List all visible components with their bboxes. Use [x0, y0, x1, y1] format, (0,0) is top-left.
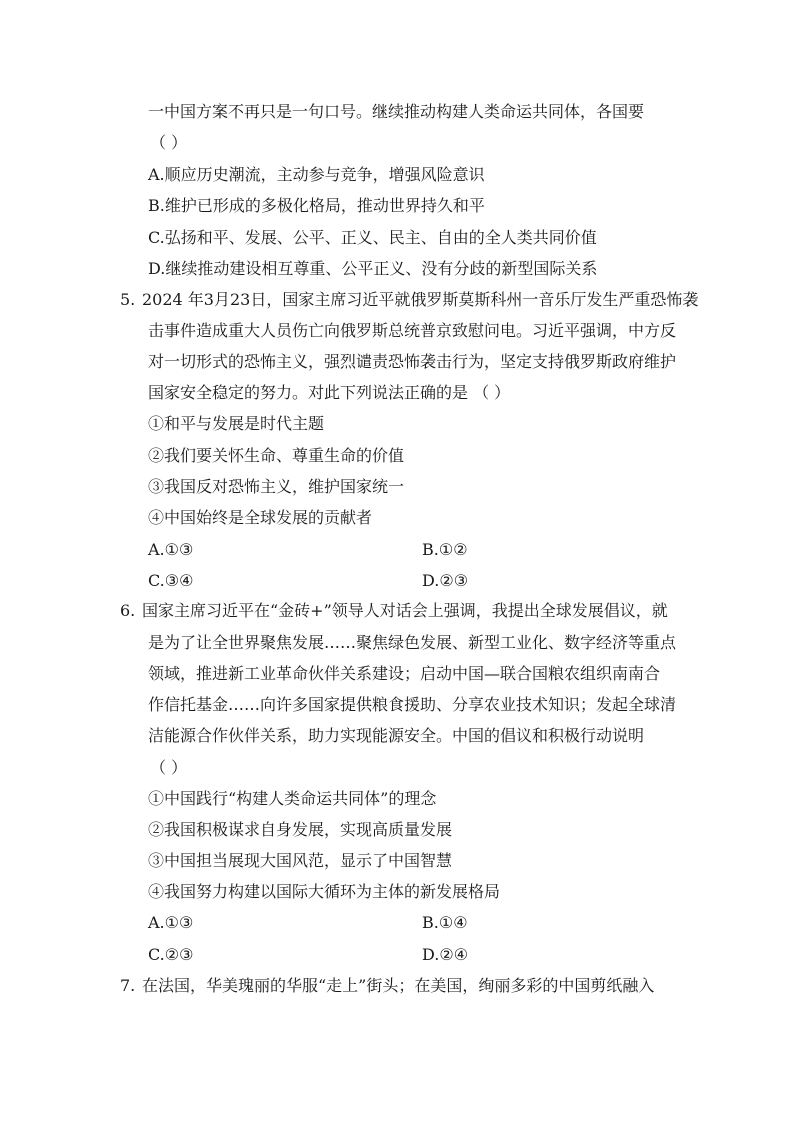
q5-option-c: C.③④	[148, 571, 194, 590]
q4-option-c: C.弘扬和平、发展、公平、正义、民主、自由的全人类共同价值	[148, 228, 597, 247]
q5-number: 5.	[120, 290, 136, 309]
q6-answer-blank: （ ）	[150, 758, 188, 777]
q5-statement-3: ③我国反对恐怖主义，维护国家统一	[148, 477, 405, 496]
q4-stem-tail: 一中国方案不再只是一句口号。继续推动构建人类命运共同体，各国要	[148, 102, 645, 121]
q6-option-c: C.②③	[148, 945, 194, 964]
q6-number: 6.	[120, 601, 136, 620]
q6-stem-line-2: 是为了让全世界聚焦发展……聚焦绿色发展、新型工业化、数字经济等重点	[148, 633, 677, 652]
q7-number: 7.	[120, 976, 136, 995]
q5-option-a: A.①③	[148, 540, 194, 559]
q6-option-a: A.①③	[148, 913, 194, 932]
q5-stem-line-2: 击事件造成重大人员伤亡向俄罗斯总统普京致慰问电。习近平强调，中方反	[148, 321, 677, 340]
q6-option-b: B.①④	[422, 913, 468, 932]
q6-statement-4: ④我国努力构建以国际大循环为主体的新发展格局	[148, 882, 501, 901]
q5-stem-line-1: 2024 年3月23日，国家主席习近平就俄罗斯莫斯科州一音乐厅发生严重恐怖袭	[142, 290, 699, 309]
q7-stem-line-1: 在法国，华美瑰丽的华服“走上”街头；在美国，绚丽多彩的中国剪纸融入	[142, 976, 655, 995]
q5-statement-2: ②我们要关怀生命、尊重生命的价值	[148, 446, 405, 465]
q6-option-d: D.②④	[422, 945, 469, 964]
q6-stem-line-1: 国家主席习近平在“金砖+”领导人对话会上强调，我提出全球发展倡议，就	[142, 601, 668, 620]
q5-stem-line-3: 对一切形式的恐怖主义，强烈谴责恐怖袭击行为，坚定支持俄罗斯政府维护	[148, 352, 677, 371]
q6-statement-1: ①中国践行“构建人类命运共同体”的理念	[148, 789, 437, 808]
q5-statement-1: ①和平与发展是时代主题	[148, 414, 325, 433]
q6-stem-line-5: 洁能源合作伙伴关系，助力实现能源安全。中国的倡议和积极行动说明	[148, 726, 645, 745]
q4-option-b: B.维护已形成的多极化格局，推动世界持久和平	[148, 196, 485, 215]
q5-stem-line-4: 国家安全稳定的努力。对此下列说法正确的是 （ ）	[148, 383, 511, 402]
q4-option-a: A.顺应历史潮流，主动参与竞争，增强风险意识	[148, 165, 485, 184]
q5-option-b: B.①②	[422, 540, 468, 559]
q6-statement-2: ②我国积极谋求自身发展，实现高质量发展	[148, 820, 453, 839]
q6-statement-3: ③中国担当展现大国风范，显示了中国智慧	[148, 851, 453, 870]
q4-option-d: D.继续推动建设相互尊重、公平正义、没有分歧的新型国际关系	[148, 259, 598, 278]
q6-stem-line-3: 领域，推进新工业革命伙伴关系建设；启动中国—联合国粮农组织南南合	[148, 664, 661, 683]
q5-option-d: D.②③	[422, 571, 469, 590]
q4-answer-blank: （ ）	[150, 133, 188, 152]
q6-stem-line-4: 作信托基金……向许多国家提供粮食援助、分享农业技术知识；发起全球清	[148, 695, 677, 714]
q5-statement-4: ④中国始终是全球发展的贡献者	[148, 508, 373, 527]
